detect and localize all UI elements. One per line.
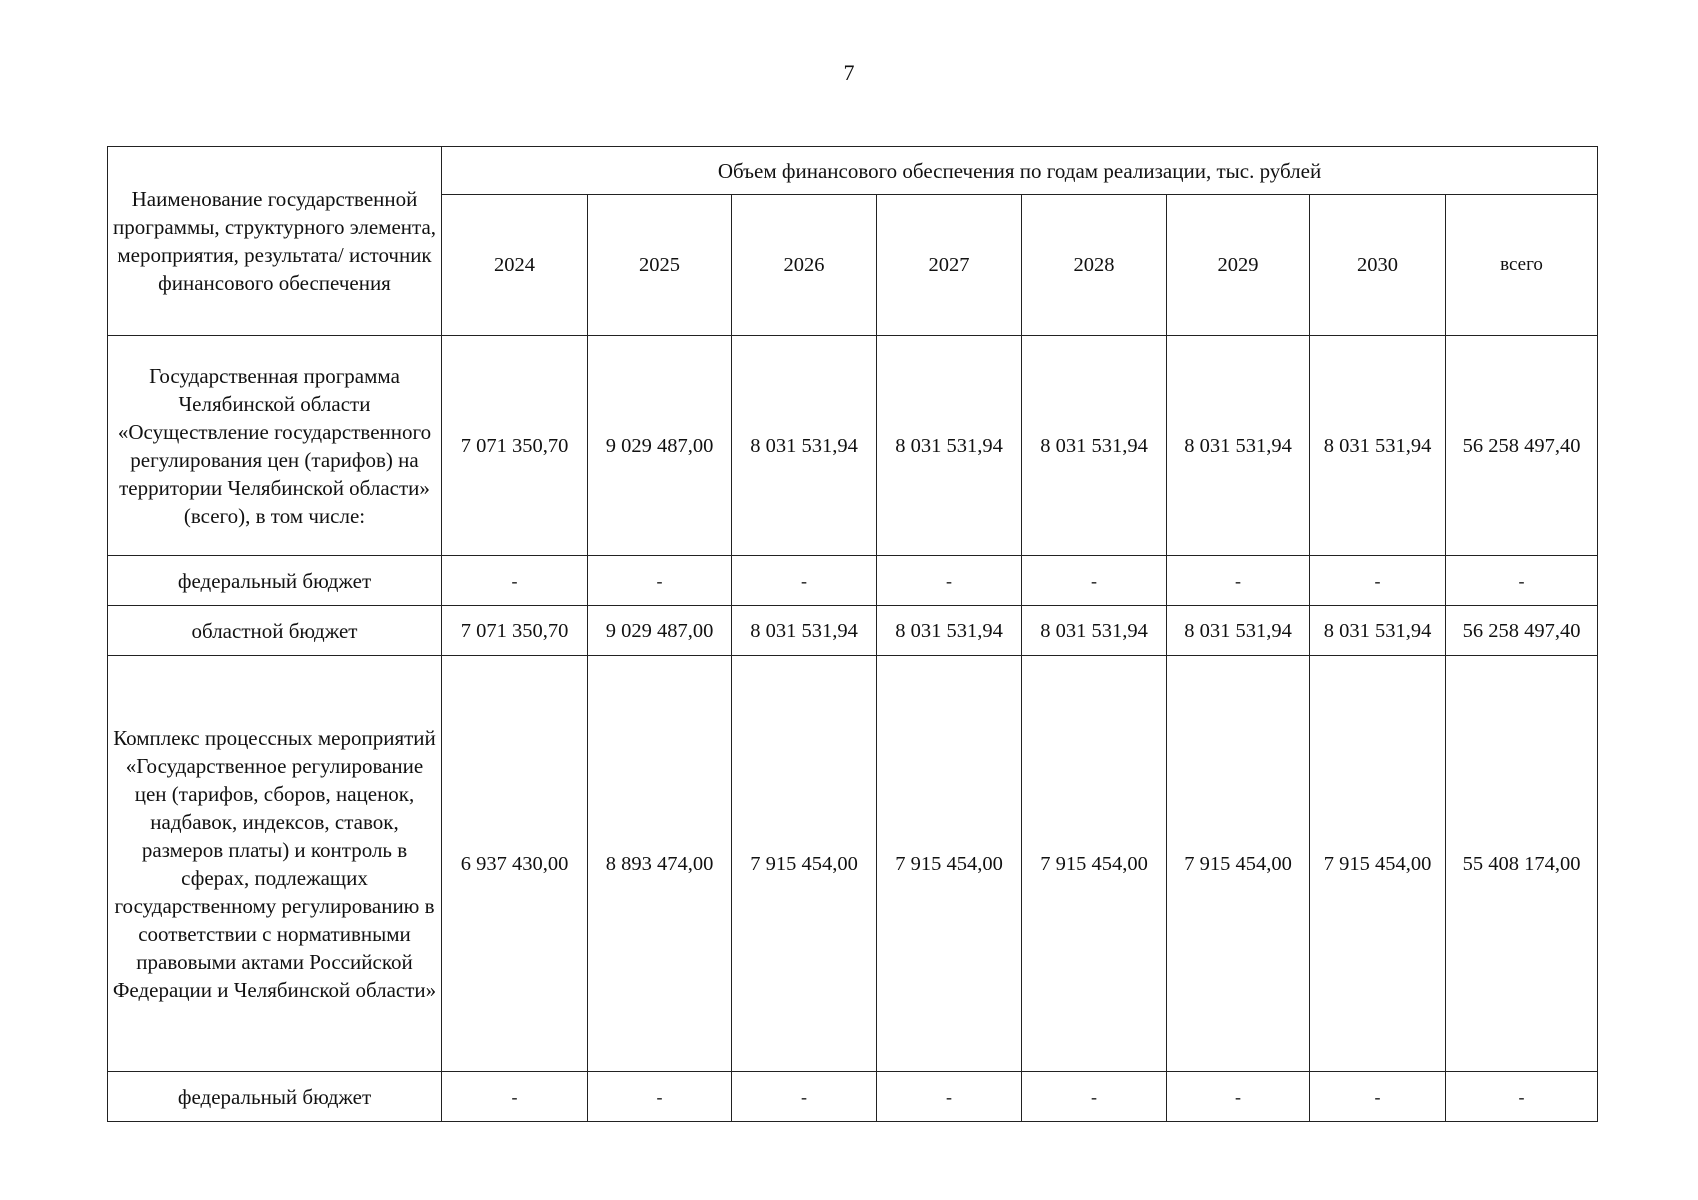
header-group: Объем финансового обеспечения по годам реализации, тыс. рублей (442, 147, 1598, 195)
page-number: 7 (843, 60, 855, 85)
value-cell: 8 031 531,94 (1022, 336, 1167, 556)
header-year: 2026 (732, 195, 877, 336)
row-name: Государственная программа Челябинской области «Осуществление государственного регулирования цен (тарифов) на территории Челябинской области» (всего), в том числе: (108, 336, 442, 556)
value-cell: - (1310, 556, 1446, 606)
financing-table (107, 146, 1598, 1122)
header-year: 2024 (442, 195, 588, 336)
header-year: 2028 (1022, 195, 1167, 336)
value-cell: 9 029 487,00 (588, 606, 732, 656)
value-cell: 8 031 531,94 (1167, 606, 1310, 656)
row-name: федеральный бюджет (108, 1072, 442, 1122)
value-cell: 56 258 497,40 (1446, 606, 1598, 656)
table-row (108, 606, 1598, 656)
value-cell: 8 031 531,94 (1310, 606, 1446, 656)
value-cell: 8 031 531,94 (1022, 606, 1167, 656)
value-cell: 8 031 531,94 (877, 606, 1022, 656)
header-total: всего (1446, 195, 1598, 336)
table-row (108, 556, 1598, 606)
value-cell: 8 031 531,94 (1167, 336, 1310, 556)
value-cell: 7 915 454,00 (732, 656, 877, 1072)
value-cell: - (1167, 556, 1310, 606)
value-cell: - (732, 556, 877, 606)
value-cell: - (1446, 1072, 1598, 1122)
value-cell: 7 915 454,00 (877, 656, 1022, 1072)
table-row (108, 656, 1598, 1072)
value-cell: - (1022, 1072, 1167, 1122)
value-cell: - (442, 1072, 588, 1122)
value-cell: 8 031 531,94 (1310, 336, 1446, 556)
value-cell: - (588, 556, 732, 606)
value-cell: 8 031 531,94 (732, 606, 877, 656)
value-cell: - (442, 556, 588, 606)
value-cell: - (1446, 556, 1598, 606)
value-cell: 7 915 454,00 (1310, 656, 1446, 1072)
value-cell: 9 029 487,00 (588, 336, 732, 556)
header-year: 2030 (1310, 195, 1446, 336)
value-cell: 7 915 454,00 (1022, 656, 1167, 1072)
value-cell: - (1310, 1072, 1446, 1122)
value-cell: 6 937 430,00 (442, 656, 588, 1072)
value-cell: 8 031 531,94 (732, 336, 877, 556)
row-name: федеральный бюджет (108, 556, 442, 606)
header-name-column: Наименование государственной программы, структурного элемента, мероприятия, результата/ источник финансового обеспечения (108, 147, 442, 336)
value-cell: - (877, 1072, 1022, 1122)
table-row (108, 1072, 1598, 1122)
value-cell: - (1022, 556, 1167, 606)
value-cell: 7 071 350,70 (442, 336, 588, 556)
value-cell: 8 893 474,00 (588, 656, 732, 1072)
header-year: 2027 (877, 195, 1022, 336)
row-name: Комплекс процессных мероприятий «Государственное регулирование цен (тарифов, сборов, наценок, надбавок, индексов, ставок, размеров платы) и контроль в сферах, подлежащих государственному регулированию в соответствии с нормативными правовыми актами Российской Федерации и Челябинской области» (108, 656, 442, 1072)
value-cell: 7 071 350,70 (442, 606, 588, 656)
value-cell: 55 408 174,00 (1446, 656, 1598, 1072)
value-cell: - (1167, 1072, 1310, 1122)
value-cell: - (588, 1072, 732, 1122)
header-year: 2025 (588, 195, 732, 336)
value-cell: 8 031 531,94 (877, 336, 1022, 556)
value-cell: 56 258 497,40 (1446, 336, 1598, 556)
header-year: 2029 (1167, 195, 1310, 336)
value-cell: 7 915 454,00 (1167, 656, 1310, 1072)
value-cell: - (877, 556, 1022, 606)
table-row (108, 336, 1598, 556)
value-cell: - (732, 1072, 877, 1122)
row-name: областной бюджет (108, 606, 442, 656)
